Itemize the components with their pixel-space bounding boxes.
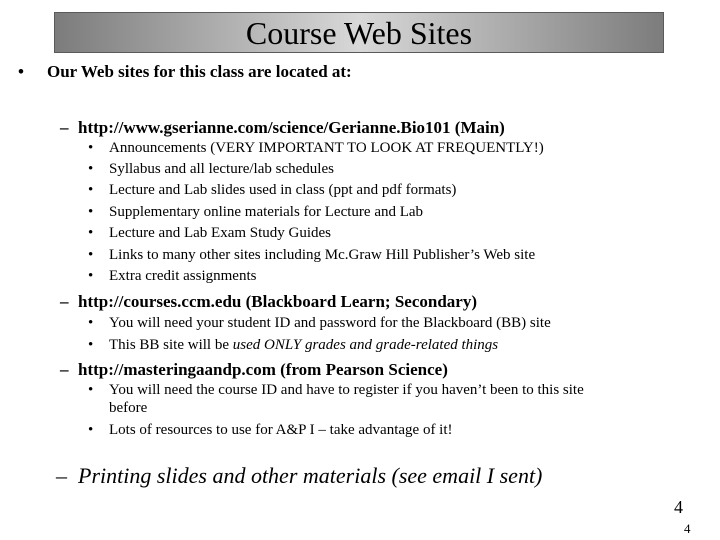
slide-title: Course Web Sites xyxy=(245,15,473,51)
bullet-marker: • xyxy=(88,315,94,331)
bullet-marker: • xyxy=(88,225,94,241)
dash-marker: – xyxy=(56,463,67,488)
main-site-item: Lecture and Lab Exam Study Guides xyxy=(109,225,332,241)
bullet-marker: • xyxy=(88,140,94,156)
bullet-marker: • xyxy=(88,268,94,284)
blackboard-url: http://courses.ccm.edu (Blackboard Learn; Secondary) xyxy=(78,292,478,311)
slide-page-number: 4 xyxy=(674,497,683,517)
footer-page-number: 4 xyxy=(684,521,691,536)
bullet-marker: • xyxy=(88,337,94,353)
dash-marker: – xyxy=(60,118,69,137)
printing-note: Printing slides and other materials (see email I sent) xyxy=(78,463,543,488)
main-site-url: http://www.gserianne.com/science/Gerianne.Bio101 (Main) xyxy=(78,118,505,137)
bullet-marker: • xyxy=(88,422,94,438)
main-site-item: Syllabus and all lecture/lab schedules xyxy=(109,161,334,177)
bullet-marker: • xyxy=(18,62,24,81)
blackboard-item xyxy=(109,337,498,354)
dash-marker: – xyxy=(60,292,69,311)
bullet-marker: • xyxy=(88,182,94,198)
main-site-item: Links to many other sites including Mc.Graw Hill Publisher’s Web site xyxy=(109,247,536,263)
slide-title-bar xyxy=(54,12,664,53)
blackboard-item-prefix: This BB site will be xyxy=(109,337,233,353)
main-site-item: Lecture and Lab slides used in class (ppt and pdf formats) xyxy=(109,182,457,198)
bullet-marker: • xyxy=(88,204,94,220)
bullet-marker: • xyxy=(88,382,94,398)
mastering-url: http://masteringaandp.com (from Pearson Science) xyxy=(78,360,448,379)
bullet-marker: • xyxy=(88,161,94,177)
mastering-item: Lots of resources to use for A&P I – take advantage of it! xyxy=(109,422,453,438)
mastering-item-line2: before xyxy=(109,400,148,416)
main-site-item: Supplementary online materials for Lecture and Lab xyxy=(109,204,424,220)
main-site-item: Extra credit assignments xyxy=(109,268,257,284)
mastering-item-line1: You will need the course ID and have to register if you haven’t been to this site xyxy=(109,382,584,398)
main-site-item: Announcements (VERY IMPORTANT TO LOOK AT FREQUENTLY!) xyxy=(109,140,544,156)
bullet-marker: • xyxy=(88,247,94,263)
blackboard-item: You will need your student ID and password for the Blackboard (BB) site xyxy=(109,315,551,331)
blackboard-item-emphasis: used ONLY grades and grade-related things xyxy=(232,337,499,353)
intro-text: Our Web sites for this class are located at: xyxy=(47,62,352,81)
dash-marker: – xyxy=(60,360,69,379)
